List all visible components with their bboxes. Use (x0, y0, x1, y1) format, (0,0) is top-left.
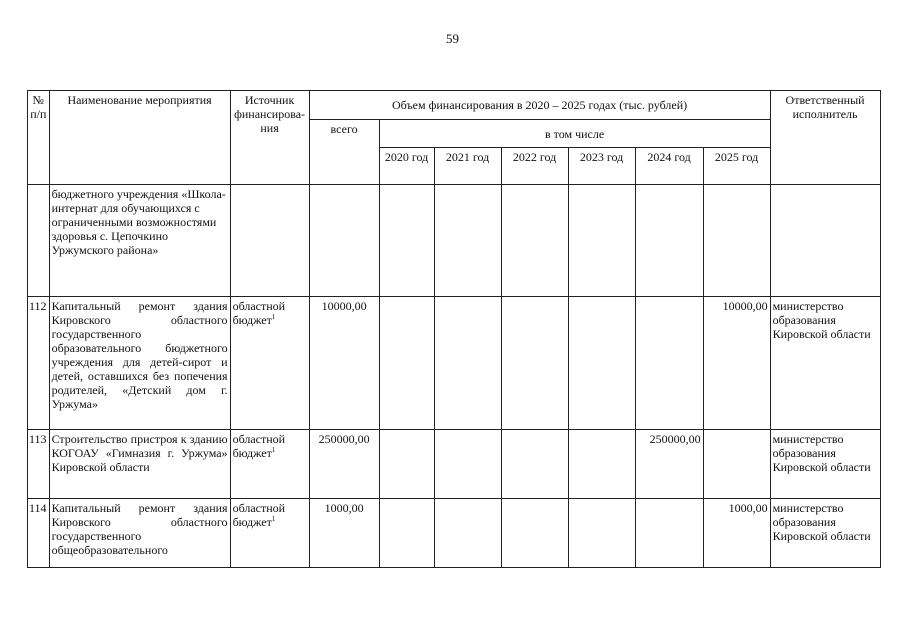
header-executor: Ответственный исполнитель (770, 91, 880, 185)
row-2021 (434, 297, 501, 430)
row-num: 113 (28, 430, 50, 499)
row-source (230, 185, 309, 297)
row-source (230, 499, 309, 568)
row-source (230, 430, 309, 499)
header-year-2024: 2024 год (635, 148, 703, 185)
row-2022 (501, 185, 568, 297)
row-2022 (501, 430, 568, 499)
header-num: № п/п (28, 91, 50, 185)
table-row (28, 185, 881, 297)
row-2021 (434, 499, 501, 568)
row-name: Капитальный ремонт здания Кировского областного государственного общеобразовательного (49, 499, 230, 568)
row-executor: министерство образования Кировской области (770, 499, 880, 568)
row-source-footnote: 1 (271, 446, 276, 454)
row-2023 (568, 430, 635, 499)
row-num: 114 (28, 499, 50, 568)
header-year-2021: 2021 год (434, 148, 501, 185)
header-year-2025: 2025 год (703, 148, 770, 185)
row-source-footnote: 1 (271, 313, 276, 321)
table-row (28, 430, 881, 499)
row-executor (770, 185, 880, 297)
header-name: Наименование мероприятия (49, 91, 230, 185)
row-num (28, 185, 50, 297)
row-2021 (434, 430, 501, 499)
row-source-text: областной бюджет (232, 299, 286, 327)
row-2023 (568, 185, 635, 297)
header-including: в том числе (379, 120, 770, 148)
row-2024 (635, 499, 703, 568)
header-year-2020: 2020 год (379, 148, 434, 185)
table-row (28, 297, 881, 430)
row-total: 10000,00 (309, 297, 379, 430)
table-row (28, 499, 881, 568)
row-2025 (703, 185, 770, 297)
row-2024 (635, 297, 703, 430)
row-source-text: областной бюджет (232, 432, 286, 460)
row-2025 (703, 430, 770, 499)
row-total (309, 185, 379, 297)
row-2020 (379, 185, 434, 297)
financing-table (27, 90, 881, 568)
header-source: Источник финансирова-ния (230, 91, 309, 185)
row-2022 (501, 297, 568, 430)
row-2022 (501, 499, 568, 568)
row-2020 (379, 297, 434, 430)
header-year-2022: 2022 год (501, 148, 568, 185)
header-row-1 (28, 91, 881, 120)
row-2025: 10000,00 (703, 297, 770, 430)
row-source (230, 297, 309, 430)
row-2020 (379, 430, 434, 499)
row-2021 (434, 185, 501, 297)
row-source-text: областной бюджет (232, 501, 286, 529)
header-volume: Объем финансирования в 2020 – 2025 годах (тыс. рублей) (309, 91, 770, 120)
header-total: всего (309, 120, 379, 185)
row-total: 1000,00 (309, 499, 379, 568)
row-total: 250000,00 (309, 430, 379, 499)
row-executor: министерство образования Кировской области (770, 297, 880, 430)
row-name: Строительство пристроя к зданию КОГОАУ «Гимназия г. Уржума» Кировской области (49, 430, 230, 499)
row-source-footnote: 1 (271, 515, 276, 523)
row-executor: министерство образования Кировской области (770, 430, 880, 499)
row-name: бюджетного учреждения «Школа-интернат для обучающихся с ограниченными возможностями здоровья с. Цепочкино Уржумского района» (49, 185, 230, 297)
row-2024: 250000,00 (635, 430, 703, 499)
row-2023 (568, 499, 635, 568)
row-2023 (568, 297, 635, 430)
row-2025: 1000,00 (703, 499, 770, 568)
page-number: 59 (446, 31, 459, 46)
header-year-2023: 2023 год (568, 148, 635, 185)
row-num: 112 (28, 297, 50, 430)
row-2020 (379, 499, 434, 568)
row-2024 (635, 185, 703, 297)
row-name: Капитальный ремонт здания Кировского областного государственного образовательного бюджетного учреждения для детей-сирот и детей, оставшихся без попечения родителей, «Детский дом г. Уржума» (49, 297, 230, 430)
